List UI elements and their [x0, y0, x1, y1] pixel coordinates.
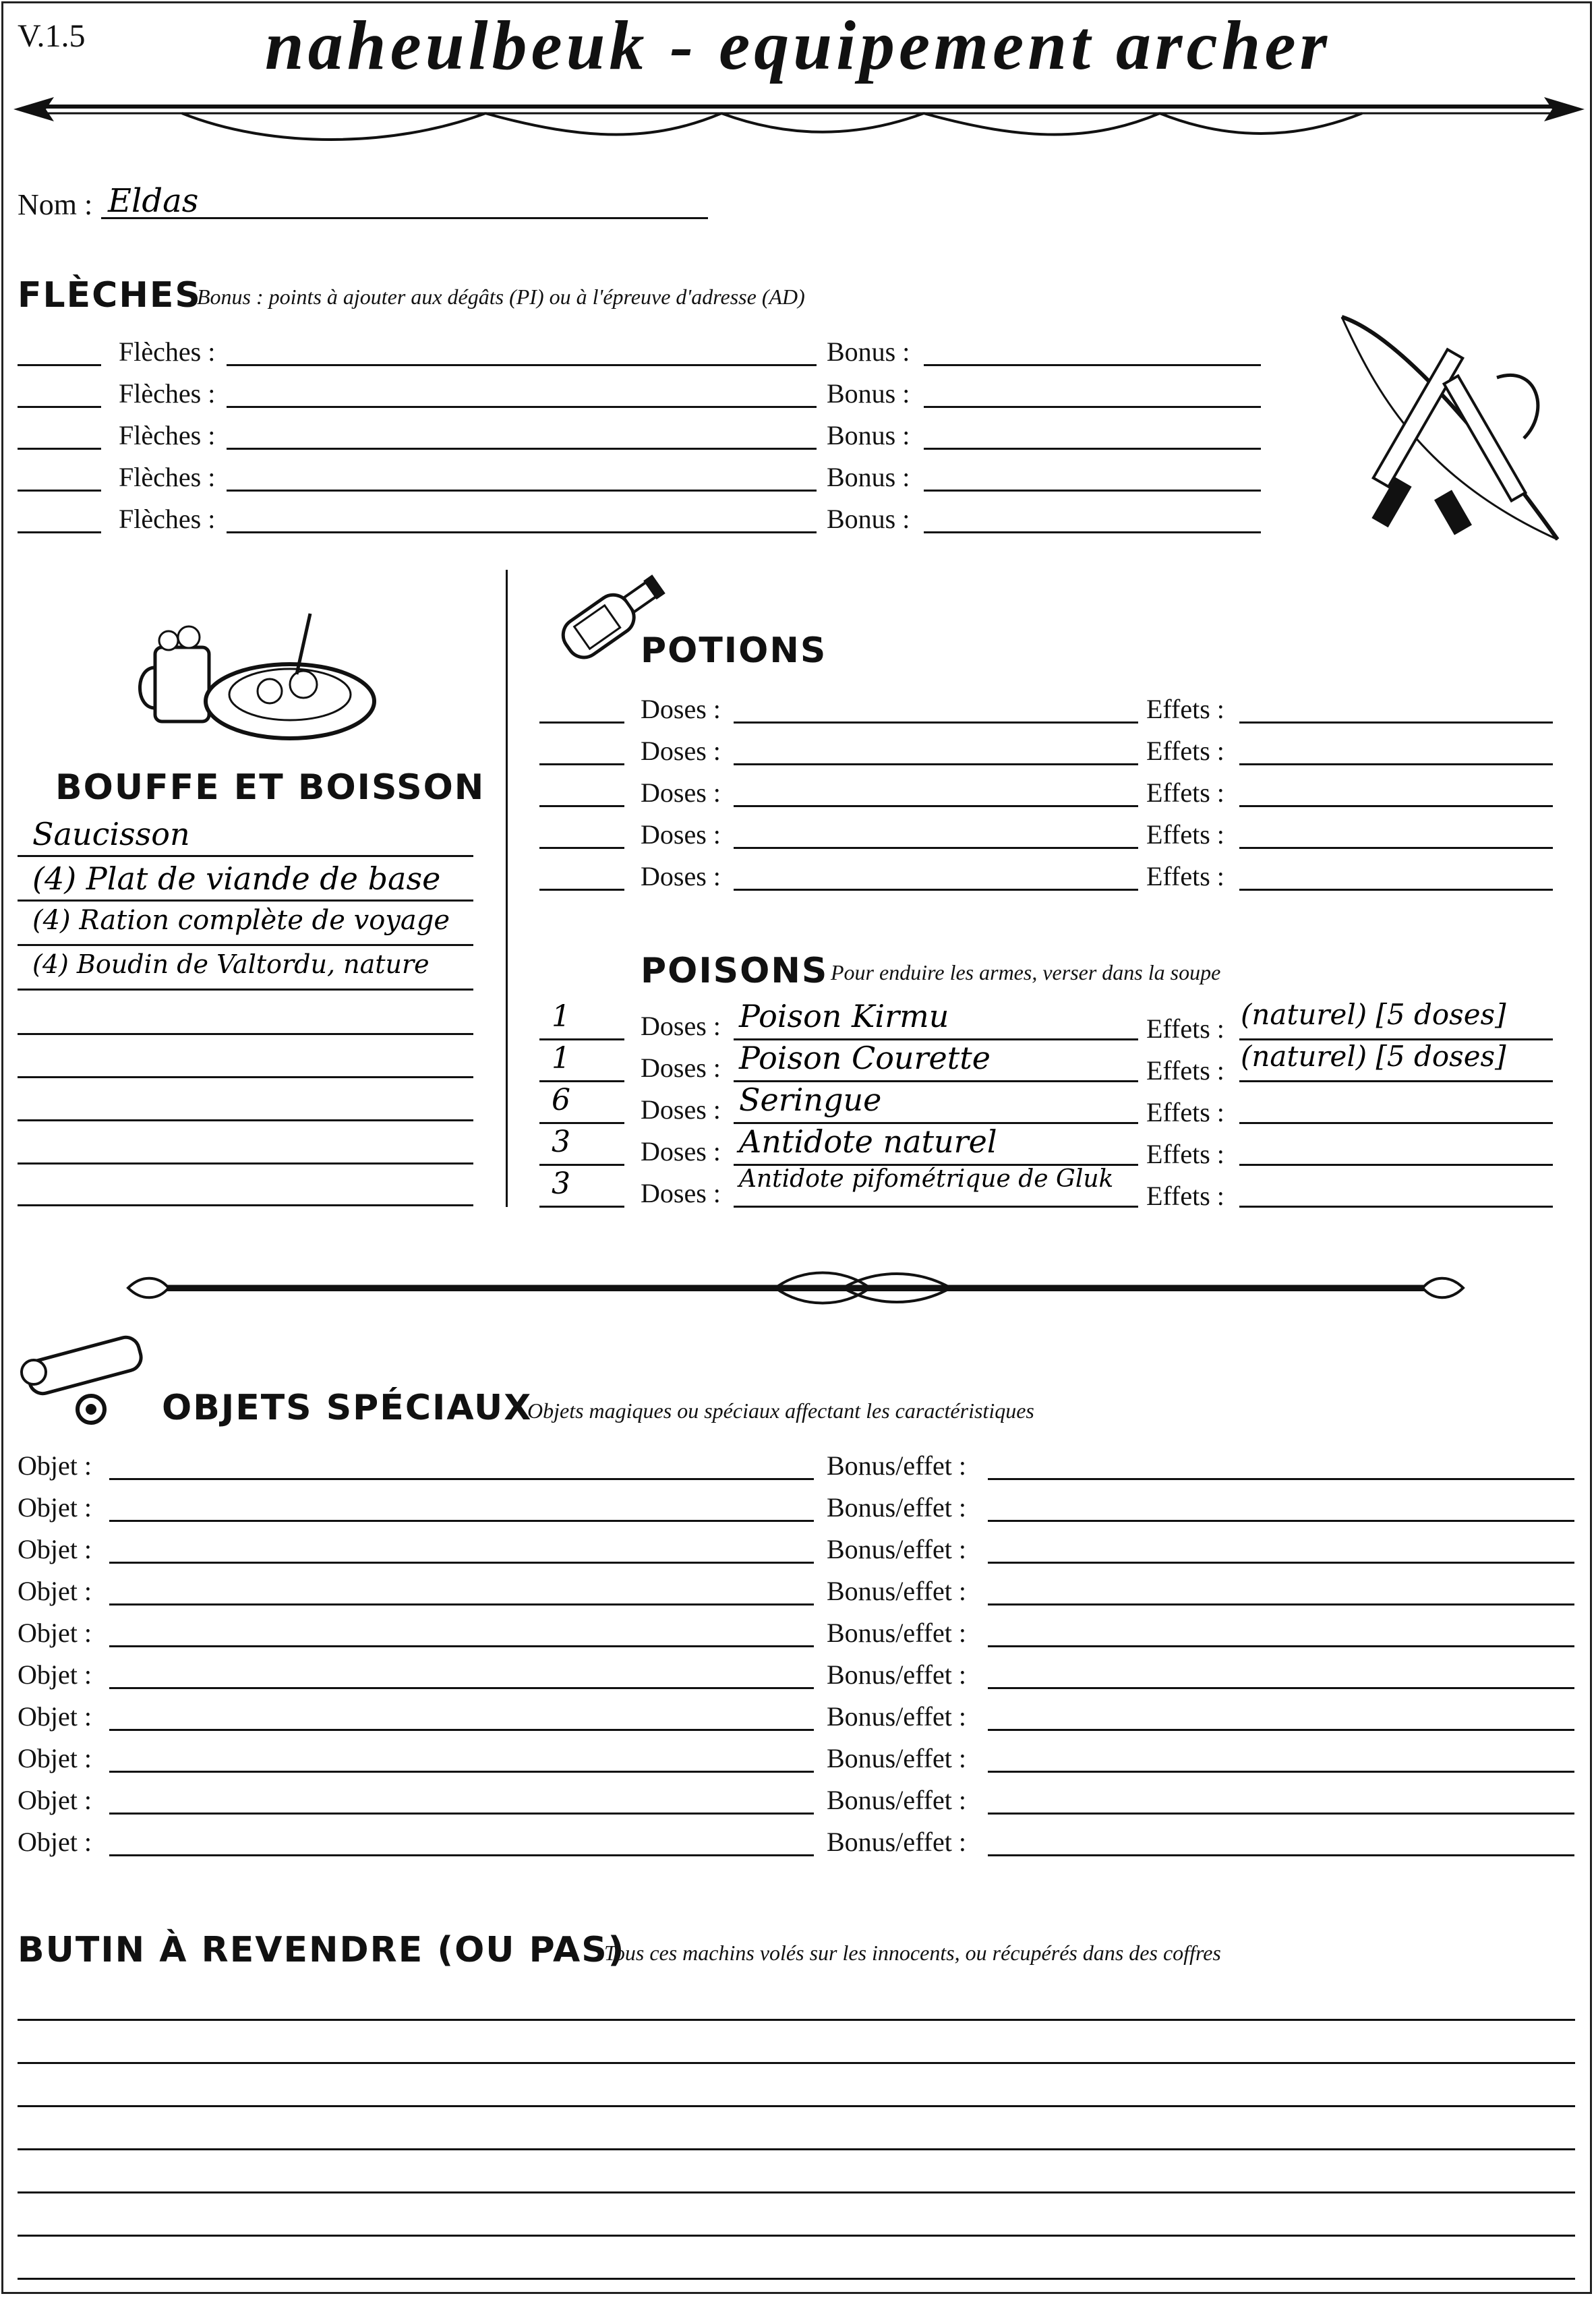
objet-label: Objet :: [18, 1450, 92, 1481]
objet-label: Objet :: [18, 1492, 92, 1523]
objet-label: Objet :: [18, 1743, 92, 1773]
poison-effect-line[interactable]: [1239, 1122, 1553, 1124]
bouffe-line[interactable]: [18, 1204, 473, 1206]
potion-effets-label: Effets :: [1146, 777, 1224, 808]
potion-doses-label: Doses :: [641, 777, 721, 808]
bouffe-item: Saucisson: [32, 816, 190, 852]
potion-qty-line[interactable]: [539, 889, 624, 891]
objet-name-line[interactable]: [109, 1603, 814, 1605]
fleches-bonus-line[interactable]: [924, 364, 1261, 366]
objet-bonus-line[interactable]: [988, 1854, 1574, 1856]
poison-qty: 3: [552, 1125, 570, 1159]
bouffe-line[interactable]: [18, 1119, 473, 1121]
fleches-label: Flèches :: [119, 462, 216, 492]
objet-bonus-label: Bonus/effet :: [827, 1659, 967, 1690]
bouffe-item: (4) Ration complète de voyage: [32, 905, 450, 936]
butin-line[interactable]: [18, 2235, 1575, 2237]
objet-name-line[interactable]: [109, 1645, 814, 1647]
objet-bonus-line[interactable]: [988, 1562, 1574, 1564]
poison-effect-line[interactable]: [1239, 1206, 1553, 1208]
objet-label: Objet :: [18, 1701, 92, 1732]
version-label: V.1.5: [18, 18, 86, 54]
fleches-label: Flèches :: [119, 504, 216, 534]
bouffe-line[interactable]: [18, 855, 473, 857]
arrow-divider-icon: [13, 88, 1585, 148]
fleches-qty-line[interactable]: [18, 364, 101, 366]
poison-name: Poison Courette: [739, 1040, 991, 1076]
poison-effect: (naturel) [5 doses]: [1241, 998, 1506, 1031]
potion-doses-label: Doses :: [641, 819, 721, 850]
poison-qty-line[interactable]: [539, 1122, 624, 1124]
poison-name-line[interactable]: [734, 1206, 1138, 1208]
poison-effets-label: Effets :: [1146, 1055, 1224, 1086]
bouffe-item: (4) Plat de viande de base: [32, 860, 441, 897]
potion-qty-line[interactable]: [539, 763, 624, 765]
poison-doses-label: Doses :: [641, 1011, 721, 1041]
fleches-subtitle: Bonus : points à ajouter aux dégâts (PI) ou à l'épreuve d'adresse (AD): [197, 285, 805, 309]
potion-doses-label: Doses :: [641, 736, 721, 766]
potions-title: POTIONS: [641, 630, 827, 671]
poison-qty-line[interactable]: [539, 1080, 624, 1082]
objet-bonus-label: Bonus/effet :: [827, 1576, 967, 1606]
fleches-bonus-line[interactable]: [924, 406, 1261, 408]
poison-name: Antidote naturel: [739, 1123, 997, 1160]
poison-effets-label: Effets :: [1146, 1139, 1224, 1169]
potion-doses-label: Doses :: [641, 861, 721, 891]
page-title: naheulbeuk - equipement archer: [264, 7, 1332, 84]
fleches-name-line[interactable]: [227, 531, 817, 533]
poison-qty-line[interactable]: [539, 1206, 624, 1208]
fleches-bonus-label: Bonus :: [827, 336, 910, 367]
objet-name-line[interactable]: [109, 1562, 814, 1564]
objet-bonus-label: Bonus/effet :: [827, 1785, 967, 1815]
poison-qty: 1: [552, 999, 570, 1034]
fleches-bonus-label: Bonus :: [827, 420, 910, 450]
objet-bonus-line[interactable]: [988, 1813, 1574, 1815]
objet-name-line[interactable]: [109, 1520, 814, 1522]
column-divider: [506, 570, 508, 1207]
potion-qty-line[interactable]: [539, 847, 624, 849]
objet-label: Objet :: [18, 1534, 92, 1564]
poisons-subtitle: Pour enduire les armes, verser dans la soupe: [831, 960, 1221, 984]
objet-bonus-line[interactable]: [988, 1520, 1574, 1522]
scroll-ring-icon: [13, 1335, 162, 1430]
objet-bonus-line[interactable]: [988, 1729, 1574, 1731]
poison-effets-label: Effets :: [1146, 1097, 1224, 1127]
fleches-bonus-line[interactable]: [924, 490, 1261, 492]
poison-doses-label: Doses :: [641, 1178, 721, 1208]
objet-name-line[interactable]: [109, 1771, 814, 1773]
objets-subtitle: Objets magiques ou spéciaux affectant les caractéristiques: [527, 1398, 1034, 1423]
butin-line[interactable]: [18, 2105, 1575, 2107]
poison-effets-label: Effets :: [1146, 1013, 1224, 1044]
poison-effect-line[interactable]: [1239, 1080, 1553, 1082]
bouffe-line[interactable]: [18, 900, 473, 902]
potion-effets-label: Effets :: [1146, 861, 1224, 891]
poisons-title: POISONS: [641, 951, 829, 991]
objet-bonus-line[interactable]: [988, 1771, 1574, 1773]
butin-line[interactable]: [18, 2062, 1575, 2064]
potion-name-line[interactable]: [734, 721, 1138, 724]
fleches-name-line[interactable]: [227, 406, 817, 408]
objets-title: OBJETS SPÉCIAUX: [162, 1388, 533, 1428]
poison-doses-label: Doses :: [641, 1094, 721, 1125]
objet-label: Objet :: [18, 1618, 92, 1648]
poison-qty-line[interactable]: [539, 1164, 624, 1166]
fleches-bonus-label: Bonus :: [827, 462, 910, 492]
poison-effect-line[interactable]: [1239, 1164, 1553, 1166]
objet-bonus-label: Bonus/effet :: [827, 1701, 967, 1732]
fleches-name-line[interactable]: [227, 490, 817, 492]
potion-effets-label: Effets :: [1146, 819, 1224, 850]
poison-qty: 6: [552, 1083, 570, 1117]
potion-name-line[interactable]: [734, 847, 1138, 849]
poison-qty: 1: [552, 1041, 570, 1076]
potion-effect-line[interactable]: [1239, 889, 1553, 891]
potion-name-line[interactable]: [734, 763, 1138, 765]
name-underline: [101, 217, 708, 219]
objet-name-line[interactable]: [109, 1687, 814, 1689]
butin-title: BUTIN À REVENDRE (OU PAS): [18, 1930, 626, 1970]
objet-bonus-label: Bonus/effet :: [827, 1534, 967, 1564]
fleches-qty-line[interactable]: [18, 448, 101, 450]
fleches-name-line[interactable]: [227, 448, 817, 450]
staff-divider-icon: [128, 1261, 1463, 1315]
potion-effect-line[interactable]: [1239, 805, 1553, 807]
potion-effets-label: Effets :: [1146, 736, 1224, 766]
fleches-qty-line[interactable]: [18, 531, 101, 533]
objet-bonus-label: Bonus/effet :: [827, 1450, 967, 1481]
poison-name: Antidote pifométrique de Gluk: [739, 1165, 1114, 1193]
objet-bonus-line[interactable]: [988, 1478, 1574, 1480]
objet-bonus-line[interactable]: [988, 1603, 1574, 1605]
fleches-qty-line[interactable]: [18, 490, 101, 492]
potion-effect-line[interactable]: [1239, 763, 1553, 765]
butin-line[interactable]: [18, 2278, 1575, 2280]
poison-qty-line[interactable]: [539, 1038, 624, 1040]
potion-effets-label: Effets :: [1146, 694, 1224, 724]
objet-label: Objet :: [18, 1659, 92, 1690]
bouffe-line[interactable]: [18, 989, 473, 991]
potion-doses-label: Doses :: [641, 694, 721, 724]
name-value[interactable]: Eldas: [108, 182, 199, 220]
bouffe-line[interactable]: [18, 944, 473, 946]
poison-name: Seringue: [739, 1082, 882, 1118]
butin-line[interactable]: [18, 2019, 1575, 2021]
objet-name-line[interactable]: [109, 1729, 814, 1731]
potion-name-line[interactable]: [734, 889, 1138, 891]
objet-bonus-label: Bonus/effet :: [827, 1618, 967, 1648]
objet-name-line[interactable]: [109, 1854, 814, 1856]
potion-effect-line[interactable]: [1239, 721, 1553, 724]
butin-subtitle: Tous ces machins volés sur les innocents, ou récupérés dans des coffres: [604, 1941, 1221, 1965]
bouffe-line[interactable]: [18, 1033, 473, 1035]
bouffe-line[interactable]: [18, 1076, 473, 1078]
objet-bonus-label: Bonus/effet :: [827, 1827, 967, 1857]
food-mug-plate-icon: [135, 607, 378, 742]
bow-sword-axe-icon: [1322, 310, 1571, 553]
bouffe-line[interactable]: [18, 1162, 473, 1165]
potion-qty-line[interactable]: [539, 721, 624, 724]
fleches-bonus-line[interactable]: [924, 531, 1261, 533]
fleches-bonus-line[interactable]: [924, 448, 1261, 450]
fleches-qty-line[interactable]: [18, 406, 101, 408]
objet-label: Objet :: [18, 1576, 92, 1606]
fleches-bonus-label: Bonus :: [827, 378, 910, 409]
objet-label: Objet :: [18, 1785, 92, 1815]
fleches-bonus-label: Bonus :: [827, 504, 910, 534]
poison-effets-label: Effets :: [1146, 1181, 1224, 1211]
potion-name-line[interactable]: [734, 805, 1138, 807]
objet-name-line[interactable]: [109, 1813, 814, 1815]
fleches-name-line[interactable]: [227, 364, 817, 366]
potion-qty-line[interactable]: [539, 805, 624, 807]
objet-bonus-line[interactable]: [988, 1645, 1574, 1647]
objet-label: Objet :: [18, 1827, 92, 1857]
objet-bonus-line[interactable]: [988, 1687, 1574, 1689]
butin-line[interactable]: [18, 2191, 1575, 2193]
poison-name: Poison Kirmu: [739, 998, 949, 1034]
butin-line[interactable]: [18, 2148, 1575, 2150]
poison-doses-label: Doses :: [641, 1053, 721, 1083]
poison-qty: 3: [552, 1167, 570, 1201]
fleches-title: FLÈCHES: [18, 275, 202, 316]
objet-bonus-label: Bonus/effet :: [827, 1743, 967, 1773]
objet-bonus-label: Bonus/effet :: [827, 1492, 967, 1523]
fleches-label: Flèches :: [119, 420, 216, 450]
name-label: Nom :: [18, 188, 93, 221]
fleches-label: Flèches :: [119, 378, 216, 409]
objet-name-line[interactable]: [109, 1478, 814, 1480]
bouffe-item: (4) Boudin de Valtordu, nature: [32, 949, 430, 979]
fleches-label: Flèches :: [119, 336, 216, 367]
poison-doses-label: Doses :: [641, 1136, 721, 1167]
bouffe-title: BOUFFE ET BOISSON: [55, 767, 485, 808]
potion-effect-line[interactable]: [1239, 847, 1553, 849]
poison-effect: (naturel) [5 doses]: [1241, 1040, 1506, 1073]
